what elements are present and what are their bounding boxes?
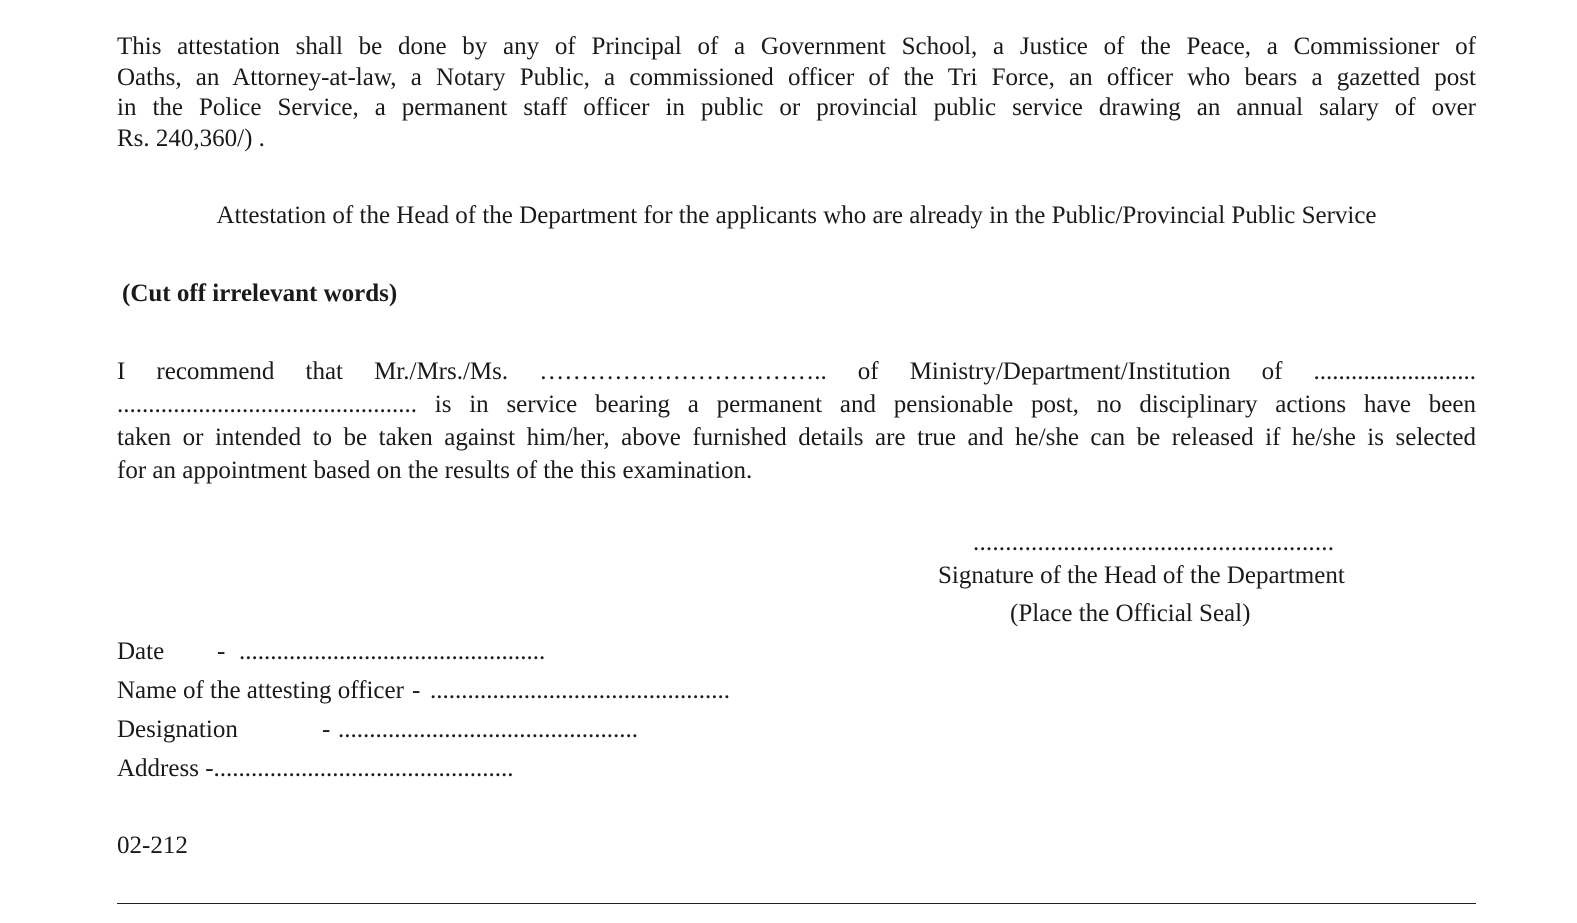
designation-blank: ................................................ xyxy=(338,716,638,743)
recommendation-paragraph xyxy=(117,355,1476,487)
date-label: Date xyxy=(117,638,165,665)
signature-label: Signature of the Head of the Department xyxy=(938,562,1345,589)
intro-line: This attestation shall be done by any of Principal of a Government School, a Justice of the Peace, a Commissioner of xyxy=(117,33,1476,60)
intro-line: Rs. 240,360/) . xyxy=(117,124,265,152)
recommendation-line: ................................................ is in service bearing a permanent and pensionable post, no disciplinary actions have been xyxy=(117,391,1476,418)
bottom-divider xyxy=(117,903,1476,904)
seal-note: (Place the Official Seal) xyxy=(1010,600,1251,627)
intro-line: Oaths, an Attorney-at-law, a Notary Public, a commissioned officer of the Tri Force, an officer who bears a gazetted post xyxy=(117,63,1476,91)
address-label: Address xyxy=(117,755,199,782)
reference-code: 02-212 xyxy=(117,832,188,859)
date-field xyxy=(117,636,545,668)
section-heading: Attestation of the Head of the Department for the applicants who are already in the Public/Provincial Public Service xyxy=(216,202,1377,229)
attesting-officer-name-blank: ................................................ xyxy=(429,677,730,704)
date-blank: ................................................. xyxy=(239,638,546,665)
intro-line: in the Police Service, a permanent staff officer in public or provincial public service drawing an annual salary of over xyxy=(117,94,1476,121)
recommendation-line: for an appointment based on the results of the this examination. xyxy=(117,457,753,484)
intro-paragraph xyxy=(117,32,1476,154)
address-dash: - xyxy=(205,755,214,782)
address-field xyxy=(117,753,514,785)
recommendation-line: taken or intended to be taken against him/her, above furnished details are true and he/she can be released if he/she is selected xyxy=(117,424,1476,451)
designation-field xyxy=(117,714,638,746)
designation-label: Designation xyxy=(117,716,238,743)
date-dash: - xyxy=(217,638,226,665)
designation-dash: - xyxy=(322,716,331,743)
recommendation-line: I recommend that Mr./Mrs./Ms. …………………………….. of Ministry/Department/Institution of .......................... xyxy=(117,358,1476,385)
instruction-note: (Cut off irrelevant words) xyxy=(122,280,398,307)
attesting-officer-name-field xyxy=(117,675,730,707)
attesting-officer-name-dash: - xyxy=(411,677,421,704)
signature-line: ........................................................ xyxy=(973,529,1335,556)
attesting-officer-name-label: Name of the attesting officer xyxy=(117,677,404,704)
address-blank: ................................................ xyxy=(213,755,514,782)
